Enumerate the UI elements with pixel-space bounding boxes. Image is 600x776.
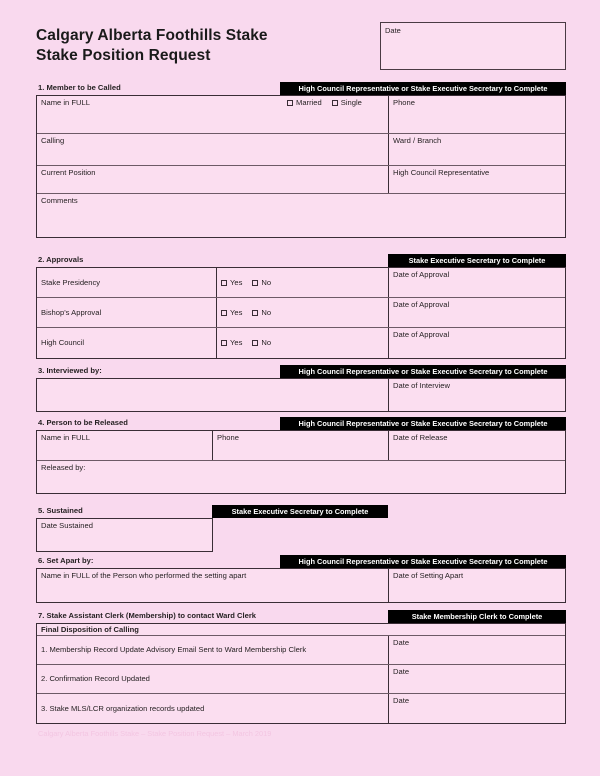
single-label: Single (340, 98, 362, 107)
date-sustained-field[interactable] (37, 519, 212, 551)
yes-checkbox[interactable] (221, 340, 227, 346)
final-disposition-label-cell (37, 624, 565, 635)
section-6-set-apart-by (36, 556, 566, 603)
table-row (37, 665, 565, 694)
current-position-label: Current Position (41, 168, 96, 177)
released-name-in-full-field[interactable] (37, 431, 213, 460)
section-6-grid (36, 569, 566, 603)
date-of-release-field[interactable] (389, 431, 565, 460)
set-apart-name-label: Name in FULL of the Person who performed the setting apart (41, 571, 247, 580)
name-in-full-label: Name in FULL (41, 98, 90, 107)
section-7-title: 7. Stake Assistant Clerk (Membership) to contact Ward Clerk (38, 611, 257, 620)
single-option[interactable] (332, 98, 362, 107)
section-6-heading-row (36, 556, 566, 569)
table-row (37, 636, 565, 665)
married-label: Married (296, 98, 322, 107)
section-3-title: 3. Interviewed by: (38, 366, 102, 375)
approval-role-label: Stake Presidency (41, 277, 101, 287)
approval-role-high-council (37, 328, 217, 358)
approval-role-label: High Council (41, 338, 85, 347)
approval-role-label: Bishop's Approval (41, 307, 102, 317)
yes-no-group (221, 278, 281, 288)
approval-date-stake-presidency[interactable] (389, 268, 565, 297)
high-council-representative-field[interactable] (389, 166, 565, 193)
table-row (37, 268, 565, 298)
section-6-row (37, 569, 565, 602)
date-of-setting-apart-label: Date of Setting Apart (393, 571, 464, 580)
date-of-interview-field[interactable] (389, 379, 565, 411)
section-5-row (37, 519, 212, 551)
section-6-title: 6. Set Apart by: (38, 556, 94, 565)
section-7-completer-bar: Stake Membership Clerk to Complete (388, 610, 566, 623)
section-1-name-row (37, 96, 565, 134)
married-option[interactable] (287, 98, 322, 107)
disposition-task-label: 3. Stake MLS/LCR organization records updated (41, 703, 205, 713)
disposition-task-1 (37, 636, 389, 664)
set-apart-name-field[interactable] (37, 569, 389, 602)
section-5-grid (36, 518, 213, 552)
yes-checkbox[interactable] (221, 280, 227, 286)
phone-field[interactable] (389, 96, 565, 133)
married-checkbox[interactable] (287, 100, 293, 106)
section-6-completer-bar: High Council Representative or Stake Executive Secretary to Complete (280, 555, 566, 568)
section-5-heading-row (36, 506, 566, 518)
section-2-grid (36, 268, 566, 359)
no-checkbox[interactable] (252, 280, 258, 286)
interviewed-by-field[interactable] (37, 379, 389, 411)
yes-no-group (221, 338, 281, 348)
yes-option[interactable] (221, 308, 242, 317)
section-1-calling-row (37, 134, 565, 166)
approval-role-bishops-approval (37, 298, 217, 327)
page-title (36, 26, 268, 66)
section-5-title: 5. Sustained (38, 506, 83, 515)
section-5-completer-bar: Stake Executive Secretary to Complete (212, 505, 388, 518)
high-council-representative-label: High Council Representative (393, 168, 490, 177)
disposition-task-label: 2. Confirmation Record Updated (41, 674, 150, 683)
approval-date-high-council[interactable] (389, 328, 565, 358)
date-of-approval-label: Date of Approval (393, 300, 450, 309)
date-of-approval-label: Date of Approval (393, 270, 450, 279)
section-7-stake-assistant-clerk (36, 611, 566, 724)
section-2-title: 2. Approvals (38, 255, 84, 264)
released-by-label: Released by: (41, 463, 86, 472)
section-2-heading-row (36, 255, 566, 268)
section-4-heading-row (36, 418, 566, 431)
section-3-completer-bar: High Council Representative or Stake Executive Secretary to Complete (280, 365, 566, 378)
date-of-interview-label: Date of Interview (393, 381, 450, 390)
section-4-grid (36, 431, 566, 494)
section-7-grid (36, 624, 566, 724)
disposition-task-label: 1. Membership Record Update Advisory Email Sent to Ward Membership Clerk (41, 645, 307, 654)
released-name-label: Name in FULL (41, 433, 90, 442)
marital-status-group (287, 98, 372, 108)
date-label: Date (393, 638, 410, 647)
section-4-title: 4. Person to be Released (38, 418, 128, 427)
section-4-completer-bar: High Council Representative or Stake Executive Secretary to Complete (280, 417, 566, 430)
comments-field[interactable] (37, 194, 565, 237)
date-field-box[interactable] (380, 22, 566, 70)
released-by-field[interactable] (37, 461, 565, 493)
section-1-member-to-be-called (36, 83, 566, 238)
disposition-task-3 (37, 694, 389, 723)
yes-checkbox[interactable] (221, 310, 227, 316)
calling-field[interactable] (37, 134, 389, 165)
section-4-name-row (37, 431, 565, 461)
approval-role-stake-presidency (37, 268, 217, 297)
disposition-task-2 (37, 665, 389, 693)
ward-branch-field[interactable] (389, 134, 565, 165)
single-checkbox[interactable] (332, 100, 338, 106)
approval-choice-bishops-approval[interactable] (217, 298, 389, 327)
yes-option[interactable] (221, 338, 242, 347)
no-checkbox[interactable] (252, 310, 258, 316)
no-option[interactable] (252, 338, 271, 347)
document-header (36, 22, 566, 82)
table-row (37, 694, 565, 723)
section-2-approvals (36, 255, 566, 359)
section-5-sustained (36, 506, 566, 552)
section-7-heading-row (36, 611, 566, 624)
section-3-grid (36, 379, 566, 412)
section-7-subheading-row (37, 624, 565, 636)
yes-label: Yes (230, 307, 243, 317)
phone-label: Phone (393, 98, 415, 107)
date-label: Date (393, 696, 410, 705)
section-1-title: 1. Member to be Called (38, 83, 121, 92)
yes-option[interactable] (221, 278, 242, 287)
section-1-completer-bar: High Council Representative or Stake Executive Secretary to Complete (280, 82, 566, 95)
no-checkbox[interactable] (252, 340, 258, 346)
no-label: No (261, 338, 272, 347)
final-disposition-label: Final Disposition of Calling (41, 625, 139, 634)
disposition-date-3[interactable] (389, 694, 565, 723)
no-label: No (261, 307, 272, 317)
footer-text: Calgary Alberta Foothills Stake – Stake Position Request – March 2019 (38, 729, 272, 738)
no-option[interactable] (252, 308, 271, 317)
title-line-2: Stake Position Request (36, 47, 211, 64)
section-3-interviewed-by (36, 366, 566, 412)
section-1-heading-row (36, 83, 566, 96)
approval-date-bishops-approval[interactable] (389, 298, 565, 327)
section-2-completer-bar: Stake Executive Secretary to Complete (388, 254, 566, 267)
table-row (37, 298, 565, 328)
section-1-current-position-row (37, 166, 565, 194)
date-of-release-label: Date of Release (393, 433, 448, 442)
date-label: Date (385, 26, 401, 35)
yes-label: Yes (230, 338, 243, 347)
section-4-released-by-row (37, 461, 565, 493)
section-3-heading-row (36, 366, 566, 379)
section-1-grid (36, 96, 566, 238)
ward-branch-label: Ward / Branch (393, 136, 442, 145)
yes-label: Yes (230, 277, 243, 287)
calling-label: Calling (41, 136, 65, 145)
released-phone-field[interactable] (213, 431, 389, 460)
approval-choice-stake-presidency[interactable] (217, 268, 389, 297)
disposition-date-2[interactable] (389, 665, 565, 693)
released-phone-label: Phone (217, 433, 239, 442)
date-of-approval-label: Date of Approval (393, 330, 450, 339)
comments-label: Comments (41, 196, 78, 205)
section-1-comments-row (37, 194, 565, 237)
current-position-field[interactable] (37, 166, 389, 193)
section-4-person-to-be-released (36, 418, 566, 494)
title-line-1: Calgary Alberta Foothills Stake (36, 27, 268, 44)
date-sustained-label: Date Sustained (41, 521, 93, 530)
no-label: No (261, 277, 272, 287)
name-in-full-field[interactable] (37, 96, 389, 133)
disposition-date-1[interactable] (389, 636, 565, 664)
section-3-row (37, 379, 565, 411)
date-of-setting-apart-field[interactable] (389, 569, 565, 602)
table-row (37, 328, 565, 358)
yes-no-group (221, 308, 281, 318)
date-label: Date (393, 667, 410, 676)
approval-choice-high-council[interactable] (217, 328, 389, 358)
no-option[interactable] (252, 278, 271, 287)
